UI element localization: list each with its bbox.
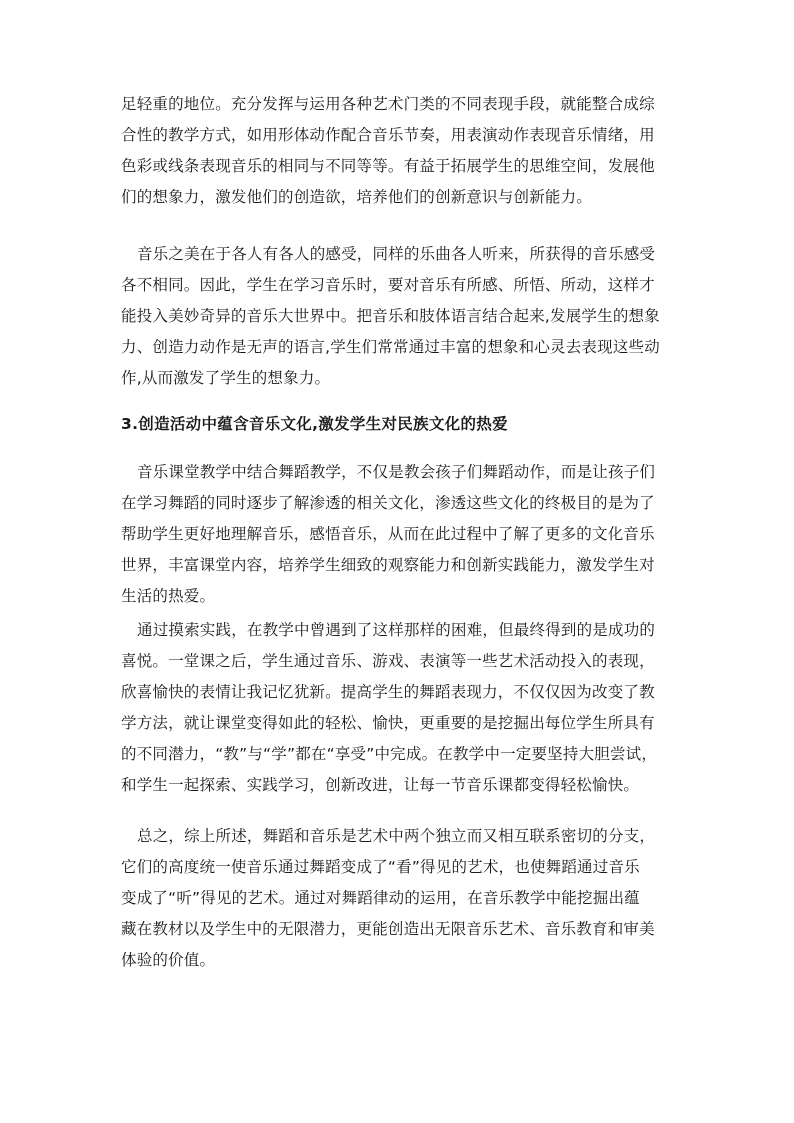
paragraph-1-line-2: 合性的教学方式，如用形体动作配合音乐节奏，用表演动作表现音乐情绪，用 — [121, 126, 655, 144]
paragraph-4-line-6: 和学生一起探索、实践学习，创新改进，让每一节音乐课都变得轻松愉快。 — [121, 776, 640, 794]
paragraph-2-line-4: 力、创造力动作是无声的语言,学生们常常通过丰富的想象和心灵去表现这些动 — [121, 338, 660, 356]
paragraph-2-line-5: 作,从而激发了学生的想象力。 — [121, 369, 331, 387]
paragraph-3-line-2: 在学习舞蹈的同时逐步了解渗透的相关文化，渗透这些文化的终极目的是为了 — [121, 494, 655, 512]
paragraph-5-line-4: 藏在教材以及学生中的无限潜力，更能创造出无限音乐艺术、音乐教育和审美 — [121, 920, 655, 938]
paragraph-5-line-5: 体验的价值。 — [121, 951, 216, 969]
paragraph-4-line-1: 通过摸索实践，在教学中曾遇到了这样那样的困难，但最终得到的是成功的 — [137, 621, 656, 639]
paragraph-4-line-3: 欣喜愉快的表情让我记忆犹新。提高学生的舞蹈表现力，不仅仅因为改变了教 — [121, 683, 655, 701]
paragraph-3-line-1: 音乐课堂教学中结合舞蹈教学，不仅是教会孩子们舞蹈动作，而是让孩子们 — [137, 463, 656, 481]
paragraph-4-line-4: 学方法，就让课堂变得如此的轻松、愉快，更重要的是挖掘出每位学生所具有 — [121, 714, 655, 732]
paragraph-2-line-1: 音乐之美在于各人有各人的感受，同样的乐曲各人听来，所获得的音乐感受 — [137, 245, 656, 263]
paragraph-4-line-2: 喜悦。一堂课之后，学生通过音乐、游戏、表演等一些艺术活动投入的表现， — [121, 652, 655, 670]
paragraph-1-line-1: 足轻重的地位。充分发挥与运用各种艺术门类的不同表现手段，就能整合成综 — [121, 95, 655, 113]
paragraph-2-line-3: 能投入美妙奇异的音乐大世界中。把音乐和肢体语言结合起来,发展学生的想象 — [121, 307, 660, 325]
paragraph-2-line-2: 各不相同。因此，学生在学习音乐时，要对音乐有所感、所悟、所动，这样才 — [121, 276, 655, 294]
section-heading: 3.创造活动中蕴含音乐文化,激发学生对民族文化的热爱 — [121, 415, 508, 433]
paragraph-1-line-3: 色彩或线条表现音乐的相同与不同等等。有益于拓展学生的思维空间，发展他 — [121, 157, 655, 175]
paragraph-3-line-4: 世界，丰富课堂内容，培养学生细致的观察能力和创新实践能力，激发学生对 — [121, 556, 655, 574]
paragraph-3-line-5: 生活的热爱。 — [121, 587, 216, 605]
paragraph-5-line-2: 它们的高度统一使音乐通过舞蹈变成了“看”得见的艺术，也使舞蹈通过音乐 — [121, 858, 640, 876]
paragraph-3-line-3: 帮助学生更好地理解音乐，感悟音乐，从而在此过程中了解了更多的文化音乐 — [121, 525, 655, 543]
paragraph-1-line-4: 们的想象力，激发他们的创造欲，培养他们的创新意识与创新能力。 — [121, 188, 593, 206]
paragraph-5-line-3: 变成了“听”得见的艺术。通过对舞蹈律动的运用，在音乐教学中能挖掘出蕴 — [121, 889, 640, 907]
paragraph-4-line-5: 的不同潜力，“教”与“学”都在“享受”中完成。在教学中一定要坚持大胆尝试， — [121, 745, 658, 763]
paragraph-5-line-1: 总之，综上所述，舞蹈和音乐是艺术中两个独立而又相互联系密切的分支， — [137, 827, 656, 845]
